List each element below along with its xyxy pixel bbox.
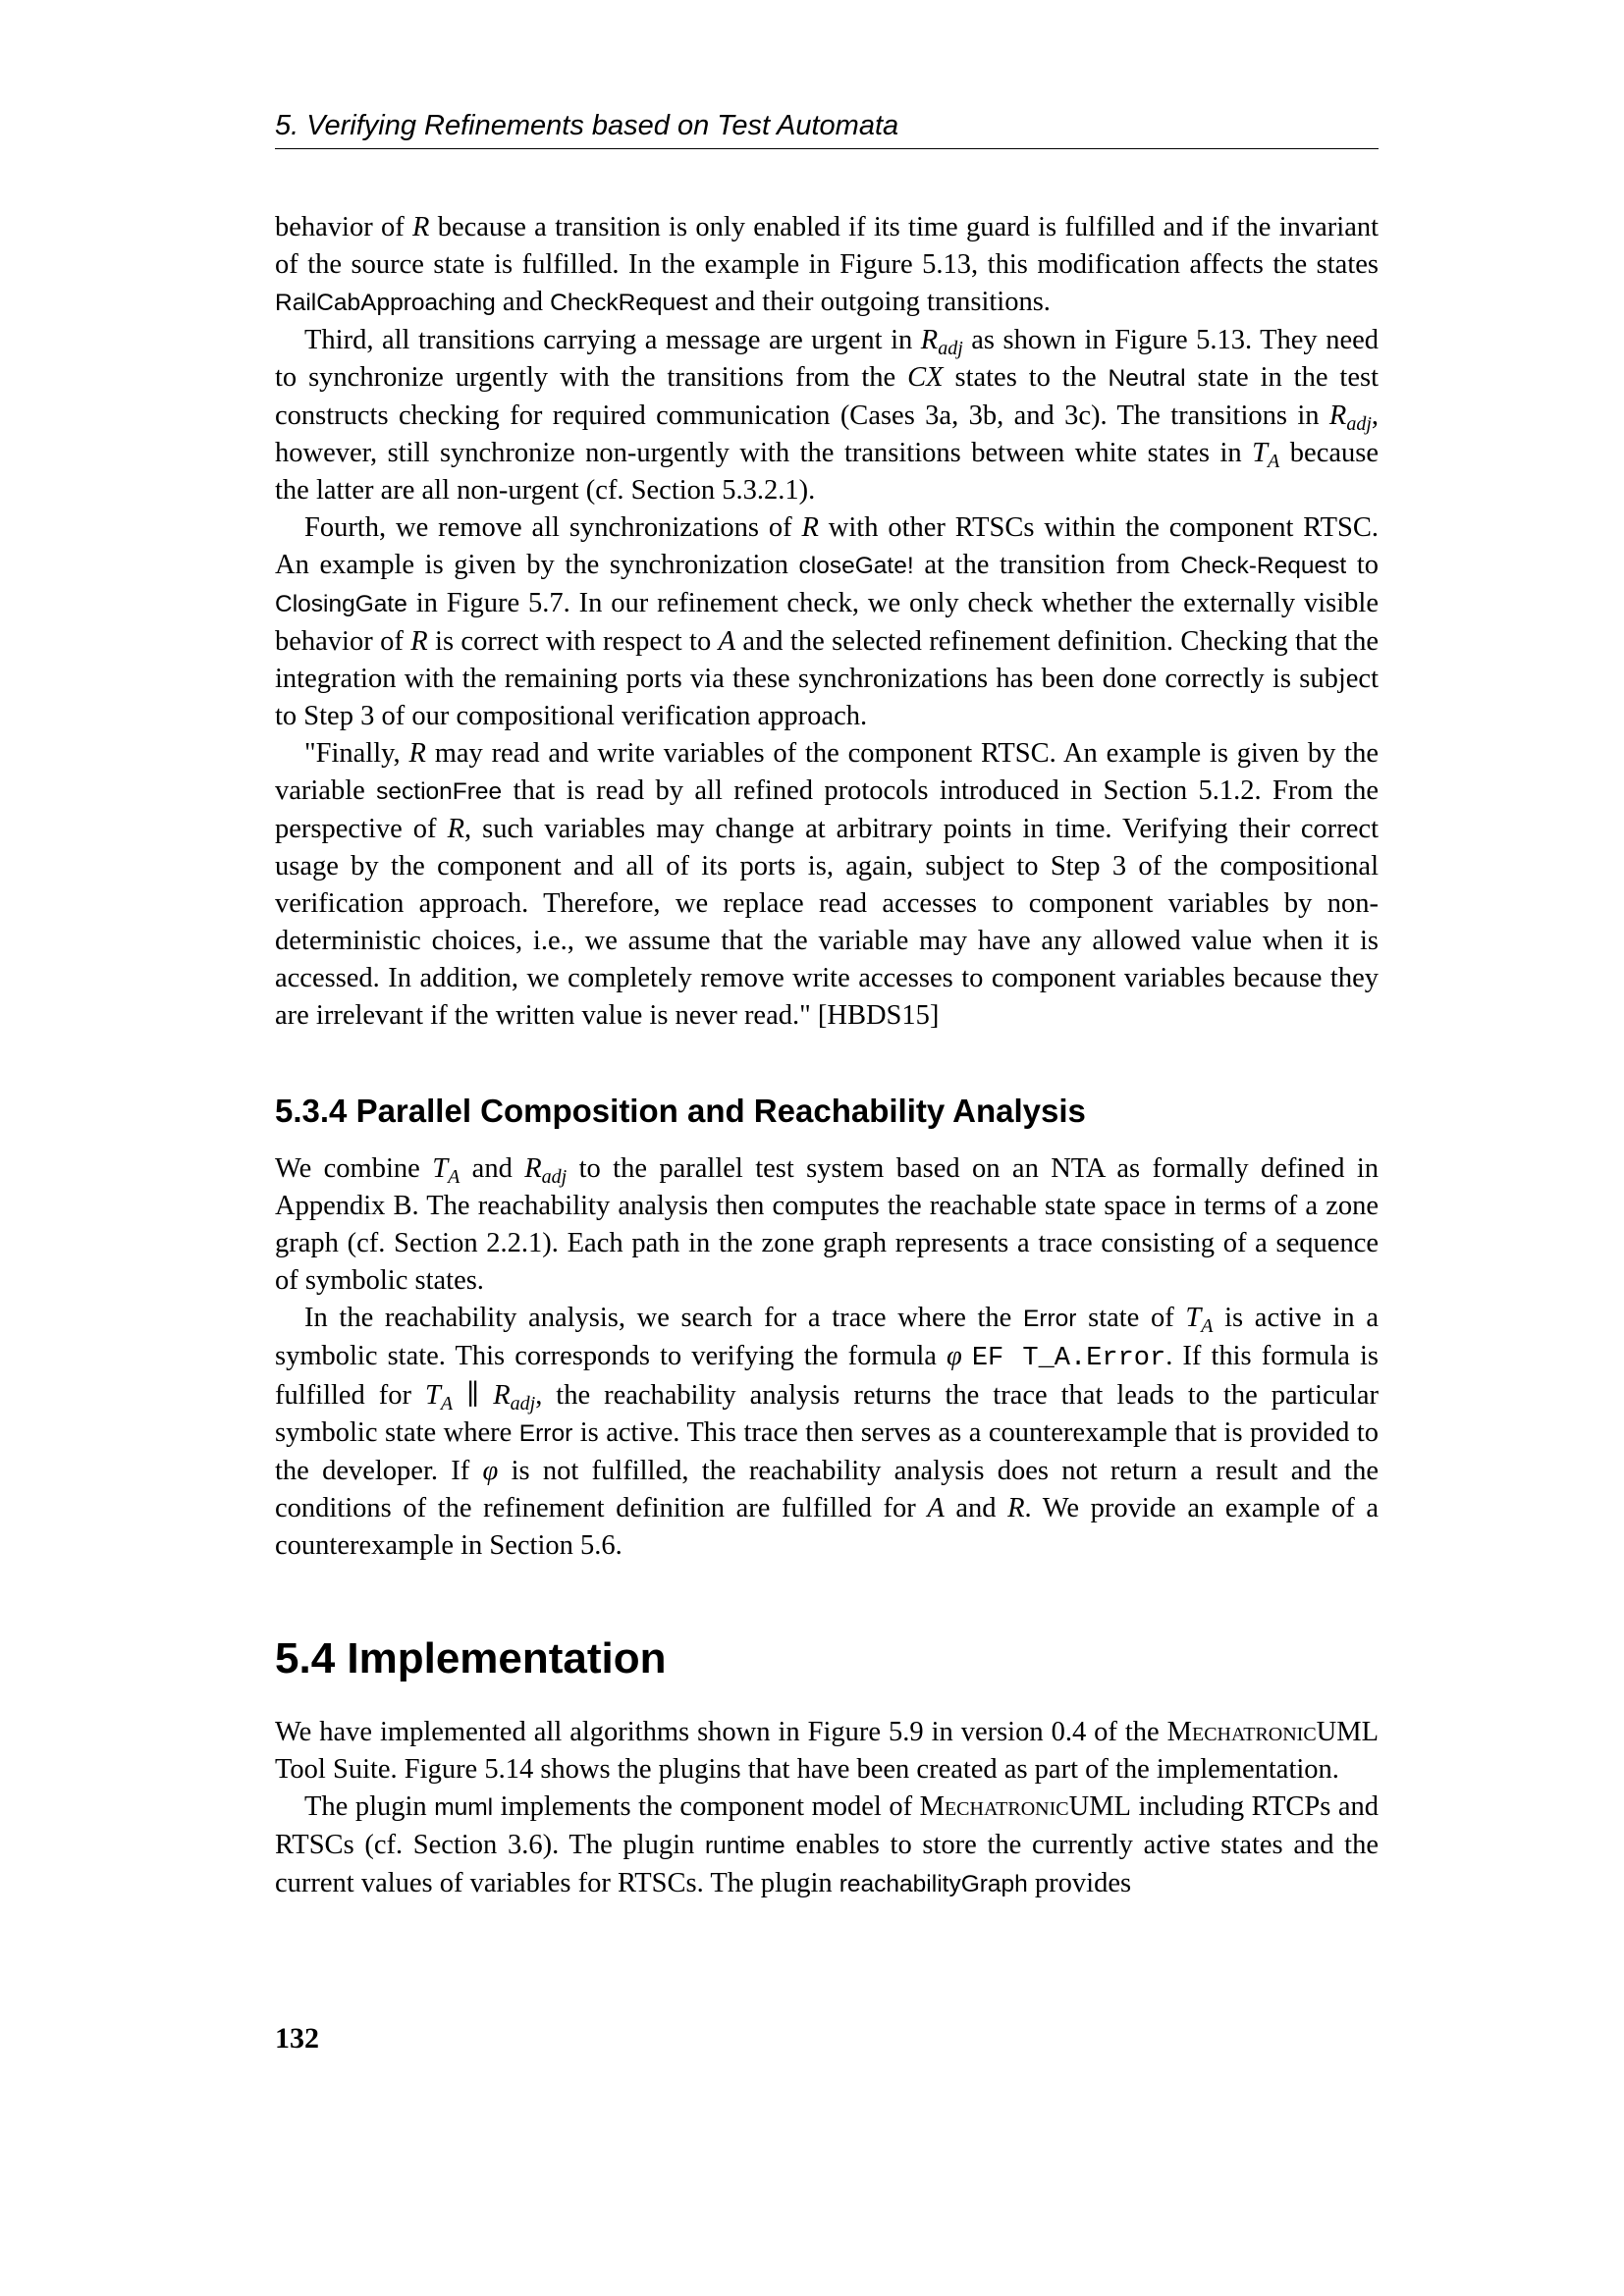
math-R: R <box>408 738 426 769</box>
tool-name: MechatronicUML <box>1166 1717 1379 1747</box>
math-R: R <box>412 212 430 242</box>
paragraph-6: In the reachability analysis, we search for a trace where the Error state of $T_A$ is active in a symbolic state. This corresponds to verifying the formula φ EF T_A.Error. If this formula is fulfilled for $T_A$ ∥ $R_{adj}$, the reachability analysis returns the trace that leads to the particular symbolic state where Error is active. This trace then serves as a counterexample that is provided to the developer. If φ is not fulfilled, the reachability analysis does not return a result and the conditions of the refinement definition are fulfilled for A and R. We provide an example of a counterexample in Section 5.6. <box>275 1303 1380 1561</box>
state-name: Neutral <box>1108 365 1186 392</box>
math-R: R <box>1328 400 1347 431</box>
math-subscript: A <box>1268 451 1280 472</box>
state-name: Error <box>1022 1306 1077 1332</box>
state-name: RailCabApproaching <box>275 290 496 316</box>
math-T: T <box>1252 438 1269 468</box>
math-R: R <box>801 512 819 543</box>
math-subscript: adj <box>510 1393 536 1415</box>
math-phi: φ <box>482 1456 499 1486</box>
math-R: R <box>920 325 939 355</box>
paragraph-7: We have implemented all algorithms shown in Figure 5.9 in version 0.4 of the MechatronicUML Tool Suite. Figure 5.14 shows the plugins that have been created as part of the implementation. <box>275 1717 1379 1785</box>
state-name: Check-Request <box>1180 553 1347 579</box>
state-name: CheckRequest <box>550 290 708 316</box>
math-subscript: A <box>440 1393 454 1415</box>
math-CX: CX <box>907 362 944 393</box>
paragraph-2: Third, all transitions carrying a message are urgent in $R_{adj}$ as shown in Figure 5.13. They need to synchronize urgently with the transitions from the CX states to the Neutral state in the test constructs checking for required communication (Cases 3a, 3b, and 3c). The transitions in $R_{adj}$, however, still synchronize non-urgently with the transitions between white states in $T_A$ because the latter are all non-urgent (cf. Section 5.3.2.1). <box>275 325 1379 506</box>
math-R: R <box>1007 1493 1025 1523</box>
paragraph-8: The plugin muml implements the component model of MechatronicUML including RTCPs and RTSCs (cf. Section 3.6). The plugin runtime enables to store the currently active states and the current values of variables for RTSCs. The plugin reachabilityGraph provides <box>275 1791 1379 1898</box>
tool-name: MechatronicUML <box>919 1791 1131 1822</box>
section-heading-5-3-4: 5.3.4 Parallel Composition and Reachability Analysis <box>275 1093 1086 1129</box>
body-text <box>275 209 1379 1903</box>
state-name: Error <box>518 1420 573 1447</box>
plugin-name: muml <box>434 1794 494 1821</box>
math-T: T <box>425 1380 441 1411</box>
math-subscript: adj <box>938 338 963 359</box>
math-R: R <box>493 1380 511 1411</box>
math-subscript: adj <box>1346 413 1372 435</box>
parallel-operator: ∥ <box>453 1380 494 1411</box>
math-subscript: A <box>1201 1315 1214 1337</box>
math-subscript: adj <box>541 1166 568 1188</box>
math-subscript: A <box>448 1166 460 1188</box>
paragraph-1: behavior of R because a transition is only enabled if its time guard is fulfilled and if the invariant of the source state is fulfilled. In the example in Figure 5.13, this modification affects the states RailCabApproaching and CheckRequest and their outgoing transitions. <box>275 212 1380 317</box>
paragraph-5: We combine $T_A$ and $R_{adj}$ to the parallel test system based on an NTA as formally defined in Appendix B. The reachability analysis then computes the reachable state space in terms of a zone graph (cf. Section 2.2.1). Each path in the zone graph represents a trace consisting of a sequence of symbolic states. <box>275 1153 1380 1296</box>
math-R: R <box>524 1153 542 1184</box>
math-T: T <box>1185 1303 1202 1333</box>
page-number: 132 <box>275 2022 319 2055</box>
math-R: R <box>447 814 464 844</box>
formula-code: EF T_A.Error <box>971 1344 1166 1373</box>
math-phi: φ <box>946 1341 962 1371</box>
paragraph-3: Fourth, we remove all synchronizations of R with other RTSCs within the component RTSC. An example is given by the synchronization closeGate! at the transition from Check-Request to ClosingGate in Figure 5.7. In our refinement check, we only check whether the externally visible behavior of R is correct with respect to A and the selected refinement definition. Checking that the integration with the remaining ports via these synchronizations has been done correctly is subject to Step 3 of our compositional verification approach. <box>275 512 1379 731</box>
section-heading-5-4: 5.4 Implementation <box>275 1634 667 1682</box>
math-A: A <box>718 626 736 657</box>
plugin-name: runtime <box>704 1833 785 1859</box>
math-A: A <box>927 1493 945 1523</box>
plugin-name: reachabilityGraph <box>839 1871 1028 1897</box>
math-T: T <box>432 1153 449 1184</box>
running-head: 5. Verifying Refinements based on Test Automata <box>275 110 1379 149</box>
state-name: ClosingGate <box>275 591 407 617</box>
sync-name: closeGate! <box>798 553 914 579</box>
paragraph-4: "Finally, R may read and write variables of the component RTSC. An example is given by the variable sectionFree that is read by all refined protocols introduced in Section 5.1.2. From the perspective of R, such variables may change at arbitrary points in time. Verifying their correct usage by the component and all of its ports is, again, subject to Step 3 of the compositional verification approach. Therefore, we replace read accesses to component variables by non-deterministic choices, i.e., we assume that the variable may have any allowed value when it is accessed. In addition, we completely remove write accesses to component variables because they are irrelevant if the written value is never read." [HBDS15] <box>275 738 1379 1031</box>
variable-name: sectionFree <box>376 778 503 805</box>
math-R: R <box>410 626 428 657</box>
